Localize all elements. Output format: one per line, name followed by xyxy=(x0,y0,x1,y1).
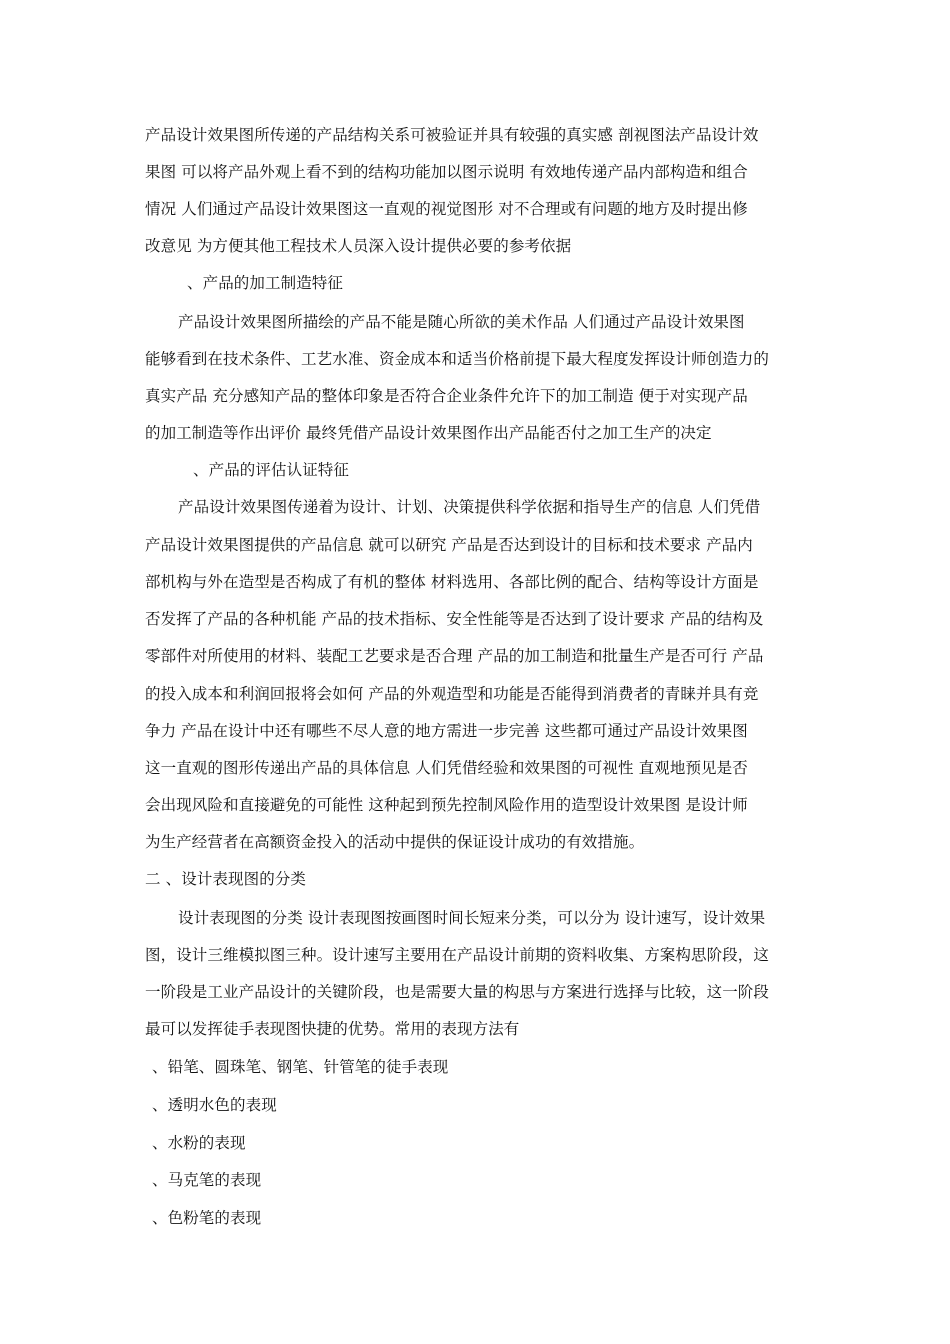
paragraph-line: 这一直观的图形传递出产品的具体信息 人们凭借经验和效果图的可视性 直观地预见是否 xyxy=(145,759,748,777)
paragraph-line: 图，设计三维模拟图三种。设计速写主要用在产品设计前期的资料收集、方案构思阶段，这 xyxy=(145,946,770,964)
paragraph-line: 能够看到在技术条件、工艺水准、资金成本和适当价格前提下最大程度发挥设计师创造力的 xyxy=(145,350,770,368)
paragraph-line: 的加工制造等作出评价 最终凭借产品设计效果图作出产品能否付之加工生产的决定 xyxy=(145,424,712,442)
paragraph-line: 的投入成本和利润回报将会如何 产品的外观造型和功能是否能得到消费者的青睐并具有竞 xyxy=(145,685,759,703)
section-heading: 、产品的加工制造特征 xyxy=(187,274,344,292)
paragraph-line: 会出现风险和直接避免的可能性 这种起到预先控制风险作用的造型设计效果图 是设计师 xyxy=(145,796,748,814)
section-heading: 、产品的评估认证特征 xyxy=(193,461,350,479)
list-item: 、色粉笔的表现 xyxy=(152,1209,262,1227)
list-item: 、透明水色的表现 xyxy=(152,1096,277,1114)
list-item: 、水粉的表现 xyxy=(152,1134,246,1152)
paragraph-line: 一阶段是工业产品设计的关键阶段，也是需要大量的构思与方案进行选择与比较，这一阶段 xyxy=(145,983,770,1001)
paragraph-line: 产品设计效果图所描绘的产品不能是随心所欲的美术作品 人们通过产品设计效果图 xyxy=(178,313,745,331)
paragraph-line: 产品设计效果图提供的产品信息 就可以研究 产品是否达到设计的目标和技术要求 产品内 xyxy=(145,536,753,554)
paragraph-line: 产品设计效果图传递着为设计、计划、决策提供科学依据和指导生产的信息 人们凭借 xyxy=(178,498,761,516)
section-heading: 二 、设计表现图的分类 xyxy=(145,870,307,888)
paragraph-line: 设计表现图的分类 设计表现图按画图时间长短来分类，可以分为 设计速写，设计效果 xyxy=(178,909,766,927)
paragraph-line: 否发挥了产品的各种机能 产品的技术指标、安全性能等是否达到了设计要求 产品的结构及 xyxy=(145,610,764,628)
paragraph-line: 改意见 为方便其他工程技术人员深入设计提供必要的参考依据 xyxy=(145,237,572,255)
list-item: 、铅笔、圆珠笔、钢笔、针管笔的徒手表现 xyxy=(152,1058,449,1076)
paragraph-line: 产品设计效果图所传递的产品结构关系可被验证并具有较强的真实感 剖视图法产品设计效 xyxy=(145,126,759,144)
paragraph-line: 零部件对所使用的材料、装配工艺要求是否合理 产品的加工制造和批量生产是否可行 产品 xyxy=(145,647,764,665)
list-item: 、马克笔的表现 xyxy=(152,1171,262,1189)
paragraph-line: 部机构与外在造型是否构成了有机的整体 材料选用、各部比例的配合、结构等设计方面是 xyxy=(145,573,759,591)
paragraph-line: 果图 可以将产品外观上看不到的结构功能加以图示说明 有效地传递产品内部构造和组合 xyxy=(145,163,748,181)
paragraph-line: 最可以发挥徒手表现图快捷的优势。常用的表现方法有 xyxy=(145,1020,520,1038)
paragraph-line: 为生产经营者在高额资金投入的活动中提供的保证设计成功的有效措施。 xyxy=(145,833,645,851)
paragraph-line: 真实产品 充分感知产品的整体印象是否符合企业条件允许下的加工制造 便于对实现产品 xyxy=(145,387,748,405)
paragraph-line: 争力 产品在设计中还有哪些不尽人意的地方需进一步完善 这些都可通过产品设计效果图 xyxy=(145,722,748,740)
paragraph-line: 情况 人们通过产品设计效果图这一直观的视觉图形 对不合理或有问题的地方及时提出修 xyxy=(145,200,748,218)
